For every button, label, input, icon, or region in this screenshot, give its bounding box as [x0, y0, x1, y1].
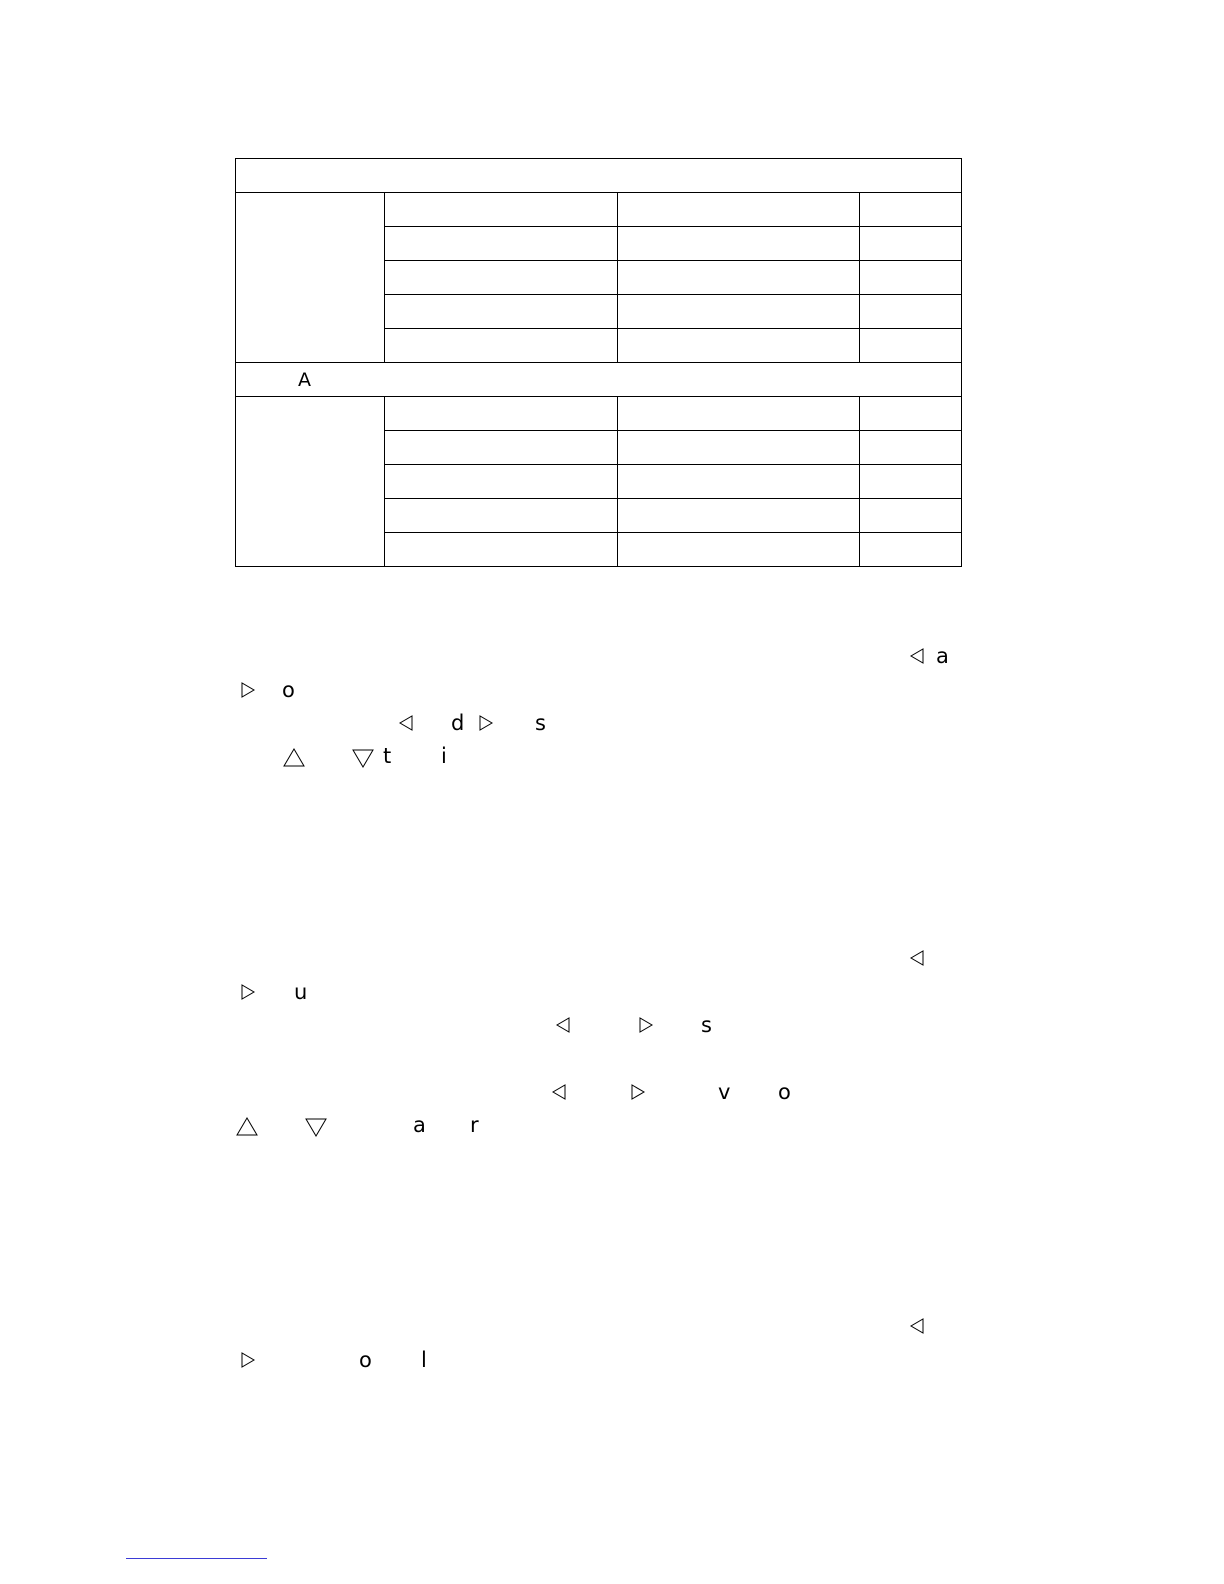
table-cell: [860, 533, 962, 567]
paragraph-1-text: t: [383, 744, 392, 768]
triangle-down-icon: [305, 1117, 327, 1137]
table-row: [236, 397, 962, 431]
table-section-heading: [236, 159, 962, 193]
footnote-separator: [126, 1558, 267, 1559]
paragraph-2-text: a: [413, 1113, 426, 1137]
triangle-left-icon: [909, 648, 925, 664]
table-cell: [385, 295, 618, 329]
triangle-up-icon: [283, 748, 305, 768]
table-cell: [860, 227, 962, 261]
table-cell: [618, 193, 860, 227]
table-row: [236, 193, 962, 227]
table-cell: [860, 193, 962, 227]
table-cell: [618, 533, 860, 567]
triangle-right-icon: [638, 1017, 654, 1033]
triangle-right-icon: [240, 682, 256, 698]
table-cell: [385, 329, 618, 363]
table-cell: [860, 329, 962, 363]
table-cell: [860, 465, 962, 499]
table-section-row: [236, 363, 962, 397]
paragraph-3-text: l: [421, 1348, 427, 1372]
triangle-left-icon: [909, 1318, 925, 1334]
paragraph-2-text: r: [470, 1113, 479, 1137]
paragraph-1-text: s: [535, 711, 546, 735]
table-group-label: [236, 193, 385, 363]
table-cell: [618, 329, 860, 363]
table-cell: [385, 533, 618, 567]
table-cell: [860, 431, 962, 465]
paragraph-2-text: s: [701, 1013, 712, 1037]
triangle-down-icon: [352, 748, 374, 768]
triangle-right-icon: [478, 715, 494, 731]
table-cell: [385, 397, 618, 431]
triangle-up-icon: [236, 1117, 258, 1137]
triangle-right-icon: [240, 984, 256, 1000]
triangle-left-icon: [555, 1017, 571, 1033]
paragraph-1-text: i: [441, 744, 447, 768]
triangle-left-icon: [909, 950, 925, 966]
table-cell: [618, 227, 860, 261]
table-section-heading: A: [236, 363, 962, 397]
paragraph-2-text: u: [294, 980, 308, 1004]
table-cell: [860, 261, 962, 295]
paragraph-1-text: a: [936, 644, 949, 668]
triangle-left-icon: [398, 715, 414, 731]
table-cell: [385, 431, 618, 465]
table-cell: [385, 465, 618, 499]
spec-table: [235, 158, 962, 567]
table-cell: [618, 465, 860, 499]
table-cell: [860, 397, 962, 431]
paragraph-1-text: o: [282, 678, 295, 702]
triangle-right-icon: [240, 1352, 256, 1368]
table-cell: [618, 431, 860, 465]
paragraph-3-text: o: [359, 1348, 372, 1372]
paragraph-1-text: d: [451, 711, 465, 735]
triangle-left-icon: [551, 1084, 567, 1100]
table-cell: [618, 261, 860, 295]
table-cell: [618, 499, 860, 533]
table-header-row: [236, 159, 962, 193]
triangle-right-icon: [630, 1084, 646, 1100]
table-group-label: [236, 397, 385, 567]
table-cell: [385, 227, 618, 261]
table-cell: [385, 499, 618, 533]
table-cell: [385, 261, 618, 295]
table-cell: [860, 295, 962, 329]
table-cell: [385, 193, 618, 227]
table-cell: [618, 397, 860, 431]
paragraph-2-text: v: [718, 1080, 731, 1104]
paragraph-2-text: o: [778, 1080, 791, 1104]
table-cell: [860, 499, 962, 533]
table-cell: [618, 295, 860, 329]
